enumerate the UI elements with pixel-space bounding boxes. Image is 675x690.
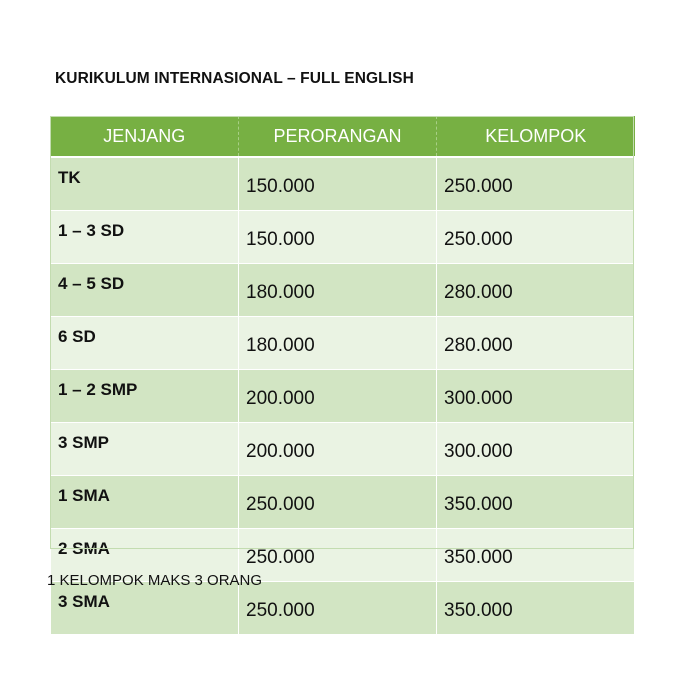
kelompok-cell: 280.000 [437, 317, 635, 370]
perorangan-cell: 150.000 [239, 211, 437, 264]
level-cell: TK [51, 157, 239, 211]
kelompok-cell: 350.000 [437, 582, 635, 635]
perorangan-cell: 150.000 [239, 157, 437, 211]
perorangan-cell: 200.000 [239, 423, 437, 476]
perorangan-cell: 200.000 [239, 370, 437, 423]
table-row [51, 264, 635, 317]
header-kelompok: KELOMPOK [437, 116, 635, 157]
perorangan-cell: 180.000 [239, 317, 437, 370]
kelompok-cell: 300.000 [437, 370, 635, 423]
table-row [51, 370, 635, 423]
level-cell: 3 SMP [51, 423, 239, 476]
table-row [51, 157, 635, 211]
level-cell: 1 – 3 SD [51, 211, 239, 264]
footnote: 1 KELOMPOK MAKS 3 ORANG [47, 572, 263, 589]
kelompok-cell: 280.000 [437, 264, 635, 317]
table-row [51, 476, 635, 529]
header-perorangan: PERORANGAN [239, 116, 437, 157]
header-jenjang: JENJANG [51, 116, 239, 157]
kelompok-cell: 350.000 [437, 529, 635, 582]
table-row [51, 211, 635, 264]
table-row [51, 317, 635, 370]
perorangan-cell: 250.000 [239, 582, 437, 635]
level-cell: 3 SMA [51, 582, 239, 635]
level-cell: 1 SMA [51, 476, 239, 529]
table-row [51, 582, 635, 635]
page-title: KURIKULUM INTERNASIONAL – FULL ENGLISH [55, 70, 414, 87]
level-cell: 1 – 2 SMP [51, 370, 239, 423]
perorangan-cell: 180.000 [239, 264, 437, 317]
level-cell: 6 SD [51, 317, 239, 370]
kelompok-cell: 250.000 [437, 157, 635, 211]
kelompok-cell: 300.000 [437, 423, 635, 476]
level-cell: 4 – 5 SD [51, 264, 239, 317]
perorangan-cell: 250.000 [239, 476, 437, 529]
price-table [50, 116, 635, 635]
kelompok-cell: 350.000 [437, 476, 635, 529]
level-cell: 2 SMA [51, 529, 239, 582]
table-row [51, 423, 635, 476]
perorangan-cell: 250.000 [239, 529, 437, 582]
kelompok-cell: 250.000 [437, 211, 635, 264]
table-header-row [51, 116, 635, 157]
